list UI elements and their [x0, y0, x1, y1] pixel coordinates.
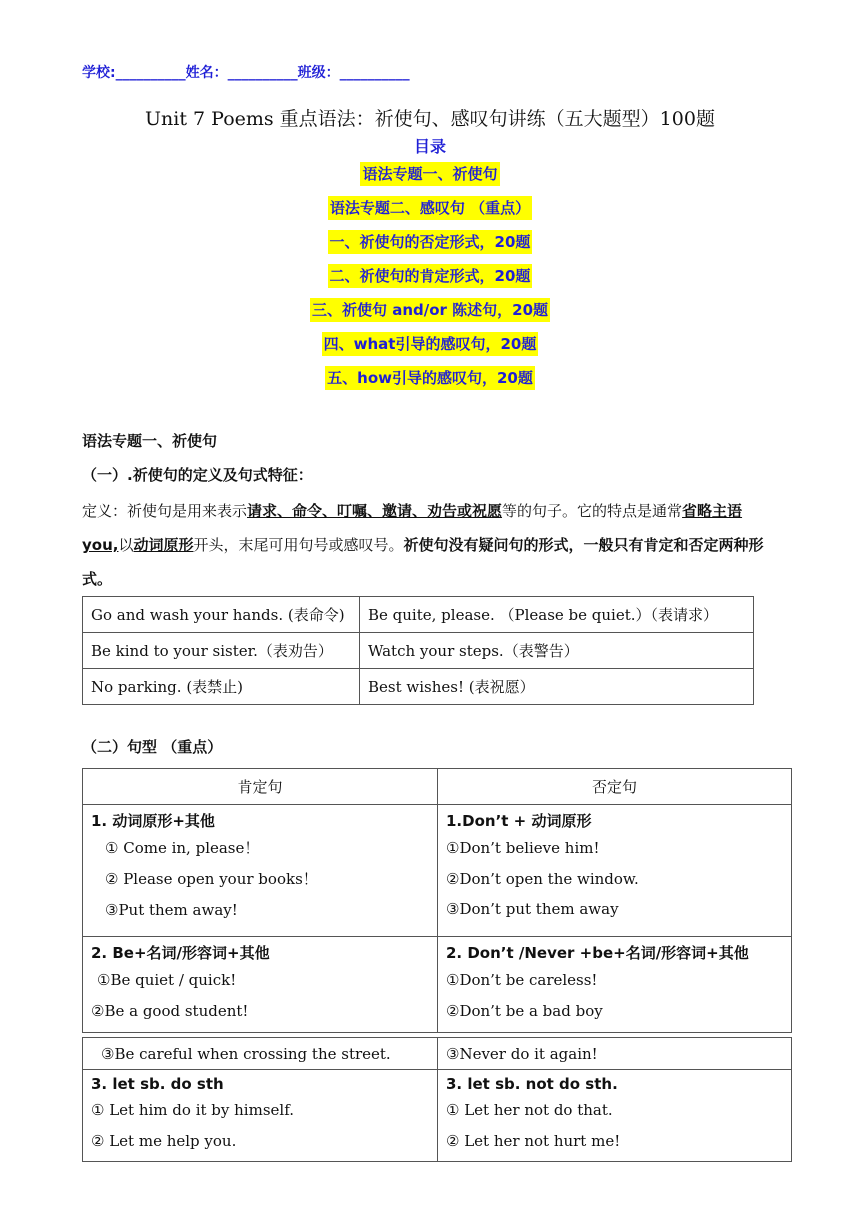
- sentence-pattern-table: [82, 768, 792, 1162]
- column-header: 肯定句: [83, 769, 438, 805]
- example-line: ① Let her not do that.: [446, 1101, 613, 1119]
- toc-item: [0, 230, 860, 264]
- column-header: 否定句: [438, 769, 792, 805]
- table-row: [83, 633, 754, 669]
- text-run: 开头，末尾可用句号或感叹号。: [193, 536, 404, 554]
- toc-item: [0, 298, 860, 332]
- example-line: ①Be quiet / quick!: [97, 971, 237, 989]
- pattern-title: 2. Don’t /Never +be+名词/形容词+其他: [446, 944, 749, 962]
- toc-link[interactable]: 五、how引导的感叹句，20题: [325, 366, 535, 390]
- table-cell: Watch your steps.（表警告）: [360, 633, 754, 669]
- toc-item: [0, 162, 860, 196]
- example-line: ③Don’t put them away: [446, 900, 619, 918]
- table-cell: Be kind to your sister.（表劝告）: [83, 633, 360, 669]
- toc-item: [0, 366, 860, 400]
- table-row: [83, 805, 792, 937]
- section-heading: 语法专题一、祈使句: [82, 432, 218, 450]
- table-cell: [83, 1038, 438, 1070]
- table-row: [83, 1038, 792, 1070]
- table-cell: [83, 805, 438, 937]
- emphasis-text: 请求、命令、叮嘱、邀请、劝告或祝愿: [247, 502, 503, 520]
- table-header-row: [83, 769, 792, 805]
- table-cell: [438, 1070, 792, 1162]
- toc-item: [0, 264, 860, 298]
- example-line: ② Let her not hurt me!: [446, 1132, 621, 1150]
- example-line: ② Let me help you.: [91, 1132, 237, 1150]
- subsection-heading: （二）句型 （重点）: [82, 738, 223, 756]
- pattern-title: 1.Don’t + 动词原形: [446, 812, 592, 830]
- table-cell: Best wishes! (表祝愿）: [360, 669, 754, 705]
- example-line: ③Put them away!: [105, 901, 238, 919]
- table-row: [83, 1070, 792, 1162]
- example-line: ②Don’t open the window.: [446, 870, 639, 888]
- toc-link[interactable]: 四、what引导的感叹句，20题: [322, 332, 539, 356]
- emphasis-text: 省略主语 you,: [82, 502, 743, 554]
- table-row: [83, 597, 754, 633]
- example-line: ③Never do it again!: [446, 1044, 598, 1063]
- toc-item: [0, 196, 860, 230]
- example-line: ① Let him do it by himself.: [91, 1101, 294, 1119]
- example-line: ①Don’t be careless!: [446, 971, 598, 989]
- emphasis-text: 动词原形: [133, 536, 194, 554]
- table-cell: [438, 805, 792, 937]
- table-cell: [83, 1070, 438, 1162]
- toc-link[interactable]: 二、祈使句的肯定形式，20题: [328, 264, 533, 288]
- pattern-title: 3. let sb. not do sth.: [446, 1075, 618, 1093]
- subsection-heading: （一）.祈使句的定义及句式特征：: [82, 466, 313, 484]
- text-run: 定义：祈使句是用来表示: [82, 502, 248, 520]
- toc-link[interactable]: 三、祈使句 and/or 陈述句，20题: [310, 298, 550, 322]
- toc-heading: 目录: [413, 137, 446, 156]
- definition-paragraph: [82, 494, 782, 596]
- example-line: ①Don’t believe him!: [446, 839, 600, 857]
- example-line: ②Don’t be a bad boy: [446, 1002, 603, 1020]
- toc-item: [0, 332, 860, 366]
- table-cell: Be quite, please. （Please be quiet.）（表请求）: [360, 597, 754, 633]
- table-row: [83, 669, 754, 705]
- table-cell: [438, 1038, 792, 1070]
- examples-table: [82, 596, 754, 705]
- example-line: ② Please open your books！: [105, 870, 318, 888]
- bold-text: 祈使句没有疑问句的形式，一般只有肯定和否定两种形式。: [82, 536, 764, 588]
- toc-link[interactable]: 语法专题一、祈使句: [360, 162, 499, 186]
- table-cell: No parking. (表禁止): [83, 669, 360, 705]
- pattern-title: 3. let sb. do sth: [91, 1075, 224, 1093]
- table-row: [83, 937, 792, 1033]
- student-info-line: 学校:__________姓名：__________班级：__________: [82, 65, 410, 81]
- table-cell: [438, 937, 792, 1033]
- toc-link[interactable]: 语法专题二、感叹句 （重点）: [328, 196, 532, 220]
- pattern-title: 1. 动词原形+其他: [91, 812, 215, 830]
- example-line: ②Be a good student!: [91, 1002, 249, 1020]
- table-cell: Go and wash your hands. (表命令): [83, 597, 360, 633]
- table-cell: [83, 937, 438, 1033]
- pattern-title: 2. Be+名词/形容词+其他: [91, 944, 270, 962]
- text-run: 等的句子。它的特点是通常: [502, 502, 683, 520]
- document-title: Unit 7 Poems 重点语法：祈使句、感叹句讲练（五大题型）100题: [145, 108, 715, 130]
- example-line: ① Come in, please！: [105, 839, 260, 857]
- toc-link[interactable]: 一、祈使句的否定形式，20题: [328, 230, 533, 254]
- text-run: 以: [118, 536, 134, 554]
- example-line: ③Be careful when crossing the street.: [101, 1044, 391, 1063]
- table-of-contents: [0, 162, 860, 400]
